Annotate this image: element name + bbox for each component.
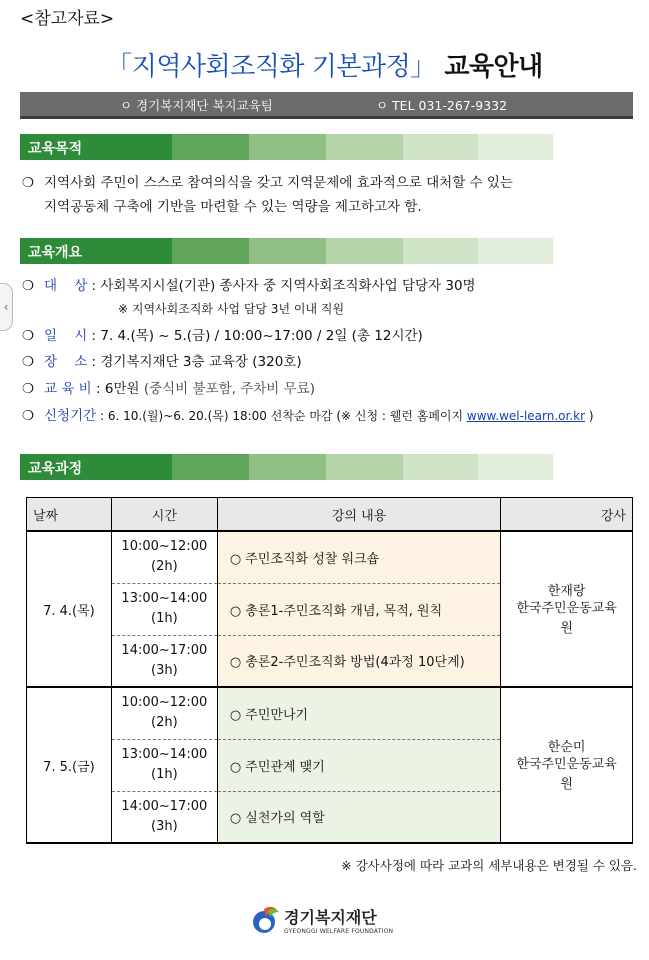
fee-note: (중식비 불포함, 주차비 무료): [143, 381, 315, 397]
title-open-bracket: 「: [106, 52, 132, 82]
session-time: 10:00~12:00 (2h): [111, 687, 217, 739]
bullet-icon: ❍: [22, 175, 35, 191]
page-title: [0, 46, 649, 83]
apply-end: ): [585, 409, 594, 423]
side-tab-handle[interactable]: ‹: [0, 283, 13, 331]
bullet-icon: ❍: [22, 278, 35, 294]
target-value: : 사회복지시설(기관) 종사자 중 지역사회조직화사업 담당자 30명: [91, 278, 476, 294]
bullet-icon: ❍: [22, 354, 35, 370]
course-table: [26, 497, 633, 844]
session-time: 10:00~12:00 (2h): [111, 531, 217, 583]
overview-date: [22, 324, 423, 344]
session-time: 13:00~14:00 (1h): [111, 583, 217, 635]
contact-bar: [20, 92, 633, 119]
day1-date: 7. 4.(목): [27, 531, 112, 687]
bullet-icon: ❍: [22, 381, 35, 397]
header-date: 날짜: [27, 498, 112, 532]
apply-value: : 6. 10.(월)~6. 20.(목) 18:00 선착순 마감 (※ 신청 : 웰런 홈페이지: [100, 409, 467, 423]
logo-korean-name: 경기복지재단: [284, 908, 377, 927]
target-key: 대 상: [44, 278, 88, 294]
table-row: [27, 531, 633, 583]
footnote: ※ 강사사정에 따라 교과의 세부내용은 변경될 수 있음.: [341, 858, 637, 873]
session-time: 14:00~17:00 (3h): [111, 791, 217, 843]
overview-target: [22, 274, 476, 294]
session-time: 14:00~17:00 (3h): [111, 635, 217, 687]
title-course-name: 지역사회조직화 기본과정: [131, 52, 411, 82]
date-key: 일 시: [44, 328, 88, 344]
bullet-icon: ❍: [22, 408, 35, 424]
contact-tel: ㅇ TEL 031-267-9332: [376, 98, 508, 113]
section-header-course: [20, 454, 553, 480]
contact-org: ㅇ 경기복지재단 복지교육팀: [120, 98, 273, 113]
lecturer-name: 한순미: [547, 739, 586, 755]
day1-lecturer: [501, 531, 633, 687]
header-content: 강의 내용: [217, 498, 500, 532]
date-value: : 7. 4.(목) ~ 5.(금) / 10:00~17:00 / 2일 (총 12시간): [91, 328, 423, 344]
target-note: ※ 지역사회조직화 사업 담당 3년 이내 직원: [118, 302, 345, 316]
lecturer-name: 한재랑: [547, 583, 586, 599]
overview-fee: [22, 377, 315, 397]
lecturer-org: 한국주민운동교육원: [516, 600, 617, 636]
title-suffix: 교육안내: [435, 52, 543, 82]
bullet-icon: ❍: [22, 328, 35, 344]
apply-link[interactable]: www.wel-learn.or.kr: [466, 409, 586, 423]
purpose-line-1: 지역사회 주민이 스스로 참여의식을 갖고 지역문제에 효과적으로 대처할 수 있는: [44, 175, 513, 191]
section-label-overview: 교육개요: [28, 245, 83, 261]
session-content: ○ 총론2-주민조직화 방법(4과정 10단계): [217, 635, 500, 687]
lecturer-org: 한국주민운동교육원: [516, 756, 617, 792]
session-content: ○ 주민조직화 성찰 워크숍: [217, 531, 500, 583]
fee-key: 교 육 비: [44, 381, 92, 397]
session-content: ○ 주민관계 맺기: [217, 739, 500, 791]
table-row: [27, 687, 633, 739]
place-key: 장 소: [44, 354, 88, 370]
foundation-logo: [252, 905, 393, 935]
section-header-purpose: [20, 134, 553, 160]
overview-place: [22, 350, 302, 370]
reference-label: <참고자료>: [20, 9, 115, 29]
place-value: : 경기복지재단 3층 교육장 (320호): [91, 354, 302, 370]
section-label-purpose: 교육목적: [28, 141, 83, 157]
purpose-text: [22, 171, 637, 219]
purpose-line-2: 지역공동체 구축에 기반을 마련할 수 있는 역량을 제고하고자 함.: [44, 199, 422, 215]
section-label-course: 교육과정: [28, 461, 83, 477]
table-header-row: [27, 498, 633, 532]
apply-key: 신청기간: [44, 408, 97, 424]
day2-date: 7. 5.(금): [27, 687, 112, 843]
title-close-bracket: 」: [410, 52, 436, 82]
day2-lecturer: [501, 687, 633, 843]
foundation-logo-icon: [252, 905, 280, 935]
fee-value: : 6만원: [96, 381, 144, 397]
session-content: ○ 주민만나기: [217, 687, 500, 739]
header-time: 시간: [111, 498, 217, 532]
session-content: ○ 총론1-주민조직화 개념, 목적, 원칙: [217, 583, 500, 635]
session-content: ○ 실천가의 역할: [217, 791, 500, 843]
overview-apply: [22, 404, 594, 424]
logo-english-name: GYEONGGI WELFARE FOUNDATION: [284, 928, 394, 935]
session-time: 13:00~14:00 (1h): [111, 739, 217, 791]
section-header-overview: [20, 238, 553, 264]
header-lecturer: 강사: [501, 498, 633, 532]
